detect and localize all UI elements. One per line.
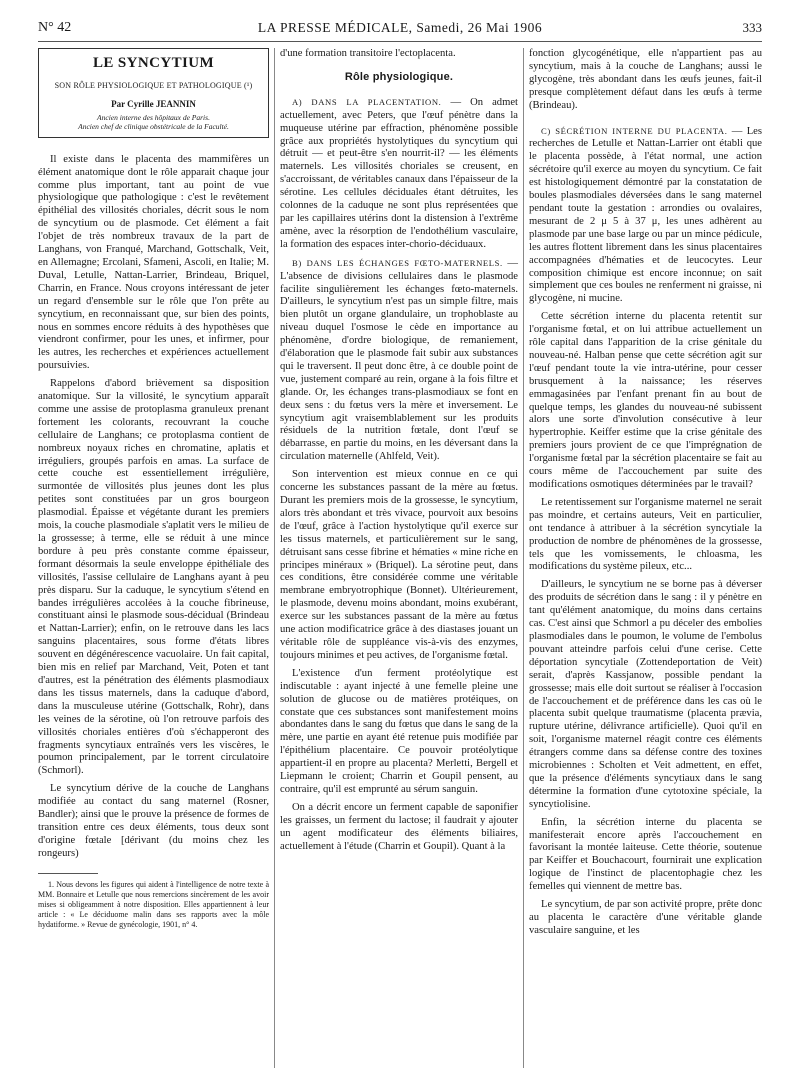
paragraph: B) DANS LES ÉCHANGES FŒTO-MATERNELS. — L'absence de divisions cellulaires dans le plasmode facilite singulièrement les échanges fœto-maternels. D'ailleurs, le syncytium n'est pas un simple filtre, mais bien plutôt un organe glandulaire, un trophoblaste au niveau duquel l'osmose le cède en importance au phénomène, d'ordre biologique, de remaniement, d'élaboration que le plasmode fait subir aux substances qui le traversent. Il peut donc être, à ce double point de vue, justement comparé au rein, organe à la fois filtre et glande. Or, les échanges trans-plasmodiaux se font en deux sens : du fœtus vers la mère et inversement. Le syncytium agit vraisemblablement sur les produits résiduels de la nutrition fœtale, dont l'œuf se débarrasse, en partie du moins, en les déversant dans la circulation maternelle (Ahlfeld, Veit). xyxy=(280,257,518,463)
author-byline: Par Cyrille JEANNIN xyxy=(111,98,196,109)
paragraph: L'existence d'un ferment protéolytique est indiscutable : ayant injecté à une femelle pleine une solution de glucose ou de matières protéiques, on constate que ces substances sont manifestement moins abondantes dans le sang du fœtus que dans le sang de la mère, une partie en ayant été retenue puis modifiée par l'épithélium placentaire. Ce pouvoir protéolytique appartient-il en propre au placenta? Merletti, Bergell et Liepmann le croient; Charrin et Goupil pensent, au contraire, qu'il est emprunté au sérum sanguin. xyxy=(280,667,518,795)
footnote: 1. Nous devons les figures qui aident à l'intelligence de notre texte à MM. Bonnaire et Letulle que nous remercions sincèrement de les avoir mises si obligeamment à notre disposition. Elles appartiennent à leur article : « Le déciduome malin dans ses rapports avec la môle hydatiforme. » Revue de gynécologie, 1901, n° 4. xyxy=(38,879,269,929)
paragraph: d'une formation transitoire l'ectoplacenta. xyxy=(280,48,456,59)
paragraph: Rappelons d'abord brièvement sa disposition anatomique. Sur la villosité, le syncytium apparaît comme une assise de protoplasma granuleux prenant fortement les colorants, recouvrant la couche cellulaire de Langhans; ce protoplasma contient de nombreux noyaux riches en chromatine, aplatis et irréguliers, groupés parfois en amas. La surface de cette couche est essentiellement irrégulière, surmontée de villosités plus jeunes dont les plus petites sont constituées par un gros bourgeon plasmodial. Épaisse et végétante durant les premiers mois, la couche plasmodiale s'aplatit vers le milieu de la grossesse; à terme, elle se réduit à une mince bordure à peu près constante comme épaisseur, formant désormais la seule enveloppe épithéliale des villosités, l'assise cellulaire de Langhans ayant à peu près disparu. Sur la caduque, le syncytium s'étend en bandes irrégulières accolées à la couche fibrineuse, constituant ainsi le plasmode sous-décidual (Brindeau et Nattan-Larrier); enfin, on le retrouve dans les lacs sanguins placentaires, sous forme d'états libres souvent en dégénérescence vacuolaire. Un fait capital, bien mis en relief par Marchand, Veit, Poten et tant d'autres, est la pénétration des éléments plasmodiaux dans les tissus maternels, dans la caduque d'abord, dans la musculeuse utérine (Gottschalk, Rohr), dans les veines de la sérotine, où l'on retrouve parfois des villosités choriales entières d'où s'échapperont des fragments syncytiaux entraînés vers les viscères, le poumon principalement, par le torrent circulatoire (Schmorl). xyxy=(38,378,269,777)
column-2 xyxy=(280,48,518,858)
paragraph: On a décrit encore un ferment capable de saponifier les graisses, un ferment du lactose; il faudrait y ajouter un agent modificateur des éléments biliaires, actuellement à l'étude (Charrin et Goupil). Quant à la xyxy=(280,801,518,852)
subsection-heading: C) SÉCRÉTION INTERNE DU PLACENTA. xyxy=(541,125,728,136)
footnote-rule xyxy=(38,873,98,874)
paragraph: Le syncytium, de par son activité propre, prête donc au placenta le caractère d'une véritable glande vasculaire sanguine, et les xyxy=(529,899,762,936)
paragraph: Cette sécrétion interne du placenta retentit sur l'organisme fœtal, et on lui attribue actuellement un rôle capital dans l'apparition de la crise génitale du nouveau-né. Halban pense que cette sécrétion agit sur l'œuf pendant toute la vie intra-utérine, pour cesser brusquement à la naissance; les réserves emmagasinées par l'enfant prenant fin au bout de quelque temps, les glandes du nouveau-né subissent alors une sorte d'involution consécutive à leur hypertrophie. Keiffer estime que la crise génitale des premiers jours provient de ce que l'imprégnation de l'organisme fœtal par la sécrétion placentaire se fait au cours même de l'accouchement par suite des modifications osmotiques déterminées par le travail? xyxy=(529,311,762,490)
paragraph: A) DANS LA PLACENTATION. — On admet actuellement, avec Peters, que l'œuf pénètre dans la muqueuse utérine par effraction, phénomène possible grâce aux propriétés hystolytiques du syncytium qui détruit — et peut-être s'en nourrit-il? — les éléments maternels. Les villosités choriales se creusent, en s'accroissant, de véritables canaux dans l'épaisseur de la sérotine. Les cellules déciduales étant détruites, les colonnes de la caduque ne sont plus représentées que par les capillaires utérins dont la distension à l'extrême amène, avec la résorption de l'endothélium vasculaire, la formation des espaces inter-chorio-déciduaux. xyxy=(280,96,518,250)
page-header xyxy=(38,20,762,42)
article-title-box xyxy=(38,48,269,138)
header-rule xyxy=(38,41,762,42)
paragraph: Le syncytium dérive de la couche de Langhans modifiée au contact du sang maternel (Rosner, Bandler); ainsi que le prouve la présence de formes de transition entre ces deux éléments, tous deux sont d'origine fœtale [dérivant (du moins chez les rongeurs) xyxy=(38,783,269,859)
issue-number: N° 42 xyxy=(38,20,72,35)
subsection-heading: B) DANS LES ÉCHANGES FŒTO-MATERNELS. xyxy=(292,257,503,268)
paragraph: C) SÉCRÉTION INTERNE DU PLACENTA. — Les recherches de Letulle et Nattan-Larrier ont établi que le placenta possède, à l'état normal, une action sécrétoire qu'il exerce au moyen du syncytium. Ce fait est histologiquement démontré par la constatation de boules plasmodiales déversées dans le sang maternel pendant toute la gestation : arrondies ou ovalaires, mesurant de 2 μ 5 à 37 μ, les unes adhèrent au plasmode par une base large ou par un mince pédicule, les autres flottent librement dans les sinus placentaires accompagnées d'hématies et de leucocytes. Leur composition chimique est encore inconnue; on sait simplement que ces boules ne renferment ni graisse, ni glycogène, ni mucine. xyxy=(529,125,762,305)
paragraph: Enfin, la sécrétion interne du placenta se manifesterait encore après l'accouchement en favorisant la montée laiteuse. Cette théorie, soutenue par Keiffer et Bouchacourt, fournirait une explication logique de l'instinct de placentophagie chez les femelles qui viennent de mettre bas. xyxy=(529,816,762,893)
column-divider xyxy=(523,48,524,1068)
author-affiliation: Ancien interne des hôpitaux de Paris. xyxy=(97,112,210,122)
author-affiliation: Ancien chef de clinique obstétricale de la Faculté. xyxy=(78,121,229,131)
article-subtitle: SON RÔLE PHYSIOLOGIQUE ET PATHOLOGIQUE (¹) xyxy=(54,80,253,90)
article-title: LE SYNCYTIUM xyxy=(92,55,215,71)
column-divider xyxy=(274,48,275,1068)
subsection-heading: A) DANS LA PLACENTATION. xyxy=(292,96,442,107)
column-1 xyxy=(38,48,269,1048)
section-heading: Rôle physiologique. xyxy=(344,70,454,83)
paragraph: fonction glycogénétique, elle n'appartient pas au syncytium, mais à la couche de Langhans; aussi le glycogène, très abondant dans les œufs jeunes, fait-il presque complètement défaut dans les œufs à terme (Brindeau). xyxy=(529,48,762,111)
page-number: 333 xyxy=(742,20,762,35)
paragraph: Il existe dans le placenta des mammifères un élément anatomique dont le rôle apparait chaque jour comme plus important, tant au point de vue physiologique que pathologique : c'est le revêtement épithélial des villosités choriales, décrit sous le nom de syncytium ou de plasmode. Cet élément a fait l'objet de très nombreux travaux de la part de Langhans, von Franqué, Marchand, Gottschalk, Veit, en Allemagne; Ercolani, Sfameni, Ascoli, en Italie; M. Duval, Letulle, Nattan-Larrier, Brindeau, Briquel, Charrin, en France. Nous croyons intéressant de jeter un regard d'ensemble sur le rôle que l'on prête au syncytium, en reconnaissant que, sur bien des points, nous en sommes encore réduits à des hypothèses que viendront confirmer, pour les unes, et infirmer, pour les autres, les recherches et expériences actuellement poursuivies. xyxy=(38,153,269,372)
paragraph: D'ailleurs, le syncytium ne se borne pas à déverser des produits de sécrétion dans le sang : il y pénètre en tant qu'élément anatomique, du moins dans certains cas. C'est ainsi que Schmorl a pu déceler des embolies plasmodiales dans le poumon, le volume de l'embolus pouvant atteindre parfois celui d'une cerise. Cette déportation syncytiale (Zottendeportation de Veit) serait, d'après Kassjanow, possible pendant la grossesse; mais elle doit surtout se réaliser à l'occasion de l'accouchement et de préférence dans les cas où le placenta subit quelque traumatisme (placenta prævia, rupture utérine, délivrance artificielle). Quoi qu'il en soit, l'organisme maternel réagit contre ces éléments étrangers comme dans sa défense contre des toxines microbiennes : Scholten et Veit admettent, en effet, que la présence d'éléments syncytiaux dans le sang détermine la formation d'une cytotoxine spéciale, la syncytiolisine. xyxy=(529,579,762,810)
column-3 xyxy=(529,48,762,943)
paragraph: Son intervention est mieux connue en ce qui concerne les substances passant de la mère au fœtus. Durant les premiers mois de la grossesse, le syncytium, alors très abondant et très vivace, pourvoit aux besoins de l'œuf, grâce à l'action hystolytique qu'il exerce sur les tissus maternels, et particulièrement sur le sang, détruisant sans cesse fibrine et hématies « mine riche en principes minéraux » (Briquel). La sérotine peut, dans ces conditions, être considérée comme une véritable membrane embryotrophique (Bonnet). Ultérieurement, le plasmode, devenu moins abondant, moins exubérant, exerce sur les substances passant de la mère au fœtus une action modificatrice grâce à des diastases jouant un véritable rôle de suppléance vis-à-vis des enzymes, toujours minimes et peu actives, de l'organisme fœtal. xyxy=(280,469,518,661)
masthead: LA PRESSE MÉDICALE, Samedi, 26 Mai 1906 xyxy=(257,20,543,35)
paragraph: Le retentissement sur l'organisme maternel ne serait pas moindre, et certains auteurs, Veit en particulier, ont tendance à attribuer à la sécrétion syncytiale la production de nombre de phénomènes de la grossesse, tels que les vomissements, le chloasma, les modifications du système pileux, etc... xyxy=(529,496,762,573)
